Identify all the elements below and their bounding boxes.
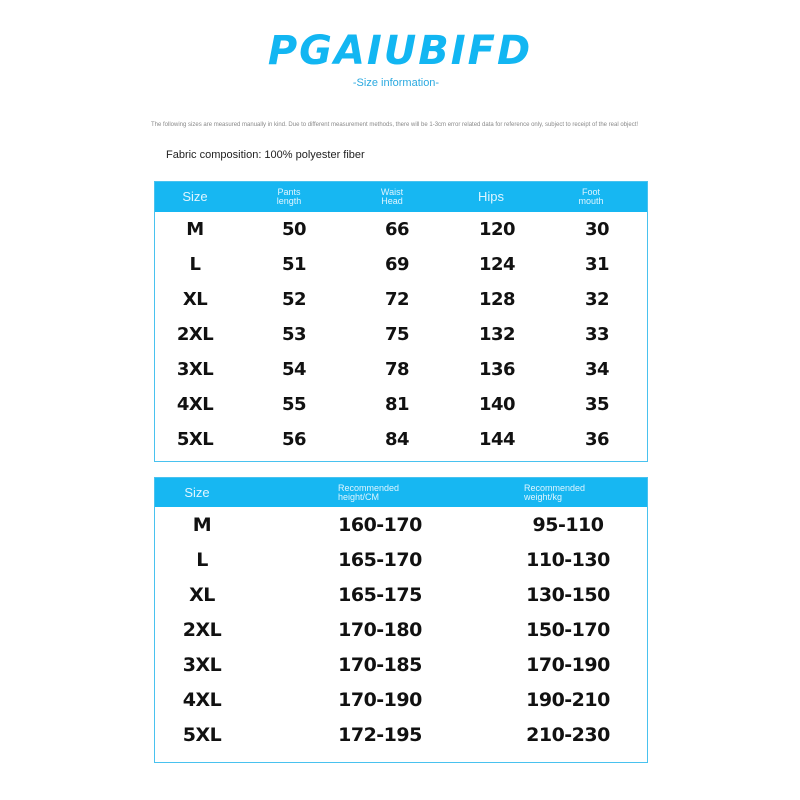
value-cell: 140	[478, 394, 516, 415]
size-cell: XL	[182, 289, 208, 310]
value-cell: 78	[384, 359, 410, 380]
value-cell: 110-130	[526, 549, 610, 571]
value-cell: 54	[281, 359, 307, 380]
value-cell: 34	[584, 359, 610, 380]
header-label-line1: Waist	[380, 187, 404, 197]
value-cell: 35	[584, 394, 610, 415]
header-size	[184, 478, 209, 507]
value-cell: 130-150	[526, 584, 610, 606]
value-cell: 124	[478, 254, 516, 275]
header-label-line1: Pants	[277, 187, 301, 197]
value-cell: 170-180	[338, 619, 422, 641]
value-cell: 144	[478, 429, 516, 450]
value-cell: 33	[584, 324, 610, 345]
header-size-label: Size	[182, 189, 208, 204]
header-foot-mouth	[578, 182, 603, 212]
value-cell: 170-185	[338, 654, 422, 676]
value-cell: 55	[281, 394, 307, 415]
value-cell: 120	[478, 219, 516, 240]
size-cell: 3XL	[176, 359, 214, 380]
value-cell: 190-210	[526, 689, 610, 711]
header-recommended-weight	[524, 478, 585, 507]
value-cell: 136	[478, 359, 516, 380]
header-hips-label: Hips	[477, 189, 505, 204]
value-cell: 72	[384, 289, 410, 310]
value-cell: 66	[384, 219, 410, 240]
header-hips	[478, 182, 504, 212]
value-cell: 132	[478, 324, 516, 345]
size-cell: 3XL	[182, 654, 222, 676]
value-cell: 172-195	[338, 724, 422, 746]
fabric-composition: Fabric composition: 100% polyester fiber	[166, 149, 365, 161]
value-cell: 75	[384, 324, 410, 345]
value-cell: 30	[584, 219, 610, 240]
size-cell: L	[189, 254, 201, 275]
value-cell: 165-175	[338, 584, 422, 606]
header-size	[182, 182, 207, 212]
size-cell: 5XL	[176, 429, 214, 450]
header-label-line1: Recommended	[524, 482, 586, 493]
header-recommended-height	[338, 478, 399, 507]
header-label-line2: Head	[381, 196, 403, 206]
header-label-line2: height/CM	[338, 491, 380, 502]
recommendation-table-header	[155, 478, 647, 507]
value-cell: 32	[584, 289, 610, 310]
value-cell: 170-190	[338, 689, 422, 711]
size-cell: 4XL	[182, 689, 222, 711]
value-cell: 36	[584, 429, 610, 450]
value-cell: 31	[584, 254, 610, 275]
header-label-line2: weight/kg	[524, 491, 563, 502]
header-label-line2: mouth	[578, 196, 604, 206]
header-label-line1: Recommended	[338, 482, 400, 493]
measurement-note: The following sizes are measured manually in kind. Due to different measurement methods, there will be 1-3cm error related data for reference only, subject to receipt of the real object!	[151, 122, 639, 128]
value-cell: 53	[281, 324, 307, 345]
size-measurement-table	[154, 181, 648, 462]
size-cell: M	[192, 514, 212, 536]
size-cell: 2XL	[176, 324, 214, 345]
value-cell: 210-230	[526, 724, 610, 746]
value-cell: 81	[384, 394, 410, 415]
size-cell: 4XL	[176, 394, 214, 415]
header-pants-length	[277, 182, 302, 212]
value-cell: 165-170	[338, 549, 422, 571]
value-cell: 56	[281, 429, 307, 450]
brand-logo: PGAIUBIFD	[267, 28, 533, 74]
header-label-line2: length	[276, 196, 302, 206]
size-recommendation-table	[154, 477, 648, 763]
value-cell: 128	[478, 289, 516, 310]
header-waist-head	[381, 182, 403, 212]
header-size-label: Size	[184, 484, 210, 500]
value-cell: 51	[281, 254, 307, 275]
header-label-line1: Foot	[581, 187, 601, 197]
value-cell: 160-170	[338, 514, 422, 536]
value-cell: 150-170	[526, 619, 610, 641]
value-cell: 52	[281, 289, 307, 310]
value-cell: 84	[384, 429, 410, 450]
size-cell: M	[186, 219, 204, 240]
value-cell: 69	[384, 254, 410, 275]
measurement-table-header	[155, 182, 647, 212]
size-cell: 2XL	[182, 619, 222, 641]
value-cell: 170-190	[526, 654, 610, 676]
value-cell: 95-110	[532, 514, 604, 536]
value-cell: 50	[281, 219, 307, 240]
size-cell: L	[196, 549, 208, 571]
size-info-subtitle: -Size information-	[352, 77, 440, 89]
size-cell: 5XL	[182, 724, 222, 746]
size-cell: XL	[189, 584, 215, 606]
